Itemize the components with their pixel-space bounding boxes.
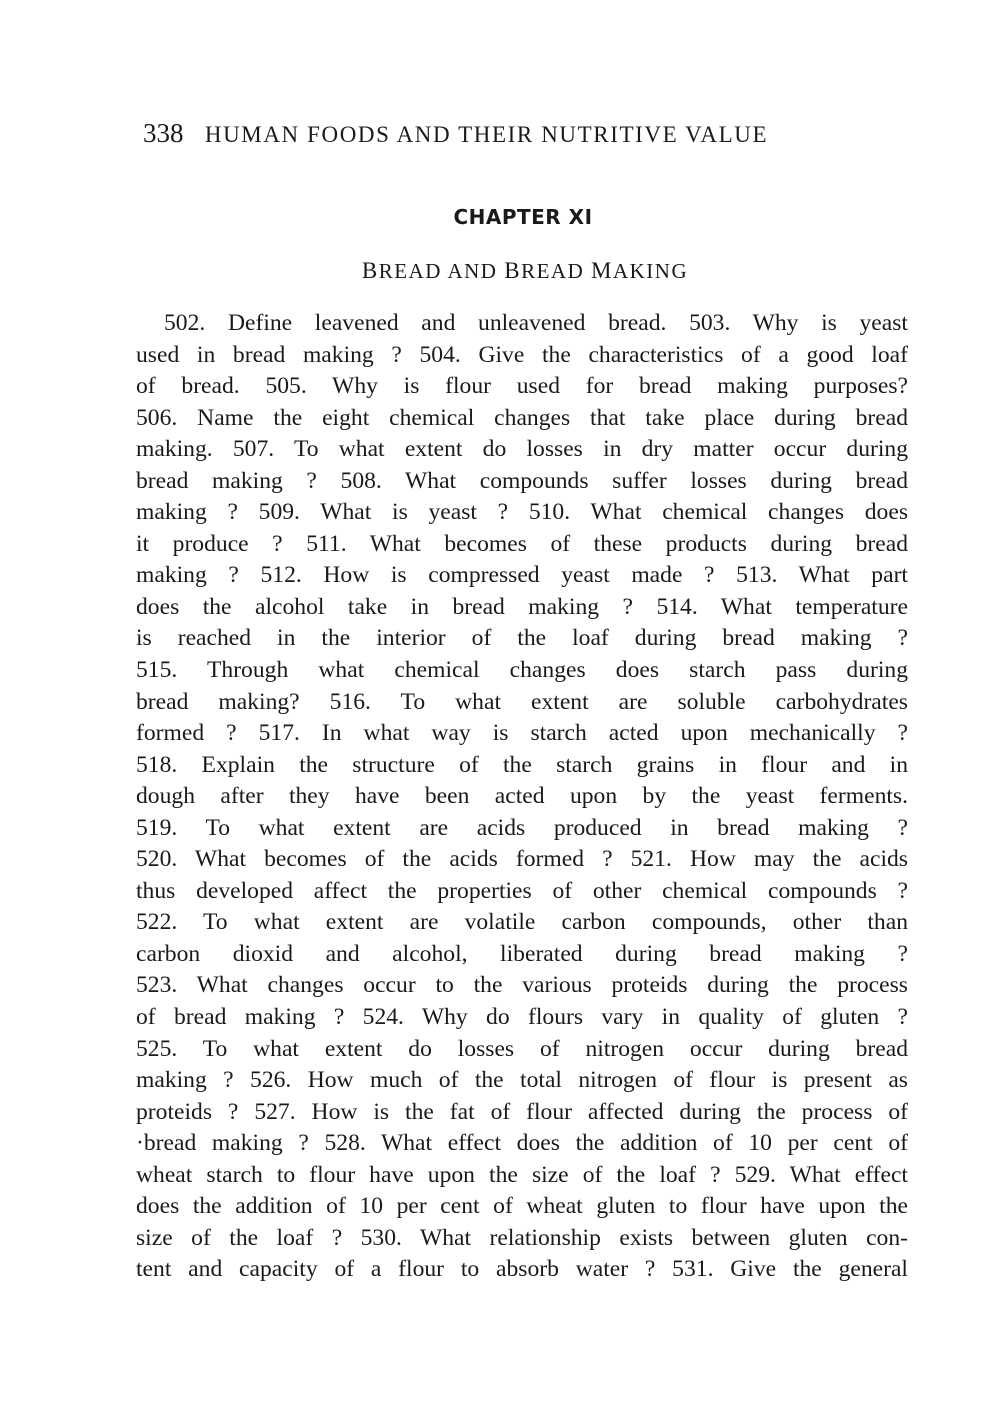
text-line: does the addition of 10 per cent of wheat gluten to flour have upon the: [136, 1193, 908, 1220]
text-line: wheat starch to flour have upon the size of the loaf ? 529. What effect: [136, 1161, 908, 1188]
chapter-title-part: M: [591, 258, 613, 283]
chapter-title-part: B: [361, 258, 379, 283]
text-line: dough after they have been acted upon by the yeast ferments.: [136, 783, 908, 810]
text-line: 522. To what extent are volatile carbon compounds, other than: [136, 909, 908, 936]
chapter-title-part: READ: [521, 259, 591, 283]
text-line: 518. Explain the structure of the starch grains in flour and in: [136, 751, 908, 778]
chapter-title-part: B: [504, 258, 522, 283]
text-line: does the alcohol take in bread making ? 514. What temperature: [136, 593, 908, 620]
text-line: bread making? 516. To what extent are soluble carbohydrates: [136, 688, 908, 715]
running-header: [143, 118, 863, 158]
question-paragraph: [136, 308, 908, 1286]
text-line: ·bread making ? 528. What effect does the addition of 10 per cent of: [136, 1130, 908, 1157]
text-line: making ? 512. How is compressed yeast made ? 513. What part: [136, 562, 908, 589]
text-line: making ? 509. What is yeast ? 510. What chemical changes does: [136, 499, 908, 526]
text-line: making. 507. To what extent do losses in dry matter occur during: [136, 436, 908, 463]
text-line: bread making ? 508. What compounds suffer losses during bread: [136, 467, 908, 494]
chapter-title: [0, 258, 1000, 284]
text-line: 519. To what extent are acids produced in bread making ?: [136, 814, 908, 841]
running-title: HUMAN FOODS AND THEIR NUTRITIVE VALUE: [204, 122, 769, 147]
text-line: tent and capacity of a flour to absorb water ? 531. Give the general: [136, 1256, 908, 1283]
text-line: formed ? 517. In what way is starch acted upon mechanically ?: [136, 720, 908, 747]
chapter-title-part: AKING: [612, 259, 689, 283]
text-line: of bread. 505. Why is flour used for bread making purposes?: [136, 373, 908, 400]
text-line: 502. Define leavened and unleavened bread. 503. Why is yeast: [164, 310, 908, 336]
text-line: carbon dioxid and alcohol, liberated during bread making ?: [136, 940, 908, 967]
text-line: 525. To what extent do losses of nitrogen occur during bread: [136, 1035, 908, 1062]
text-line: is reached in the interior of the loaf during bread making ?: [136, 625, 908, 652]
chapter-heading: CHAPTER XI: [453, 205, 593, 229]
text-line: used in bread making ? 504. Give the characteristics of a good loaf: [136, 341, 908, 368]
text-line: 520. What becomes of the acids formed ? 521. How may the acids: [136, 846, 908, 873]
text-line: size of the loaf ? 530. What relationship exists between gluten con-: [136, 1224, 908, 1251]
text-line: making ? 526. How much of the total nitrogen of flour is present as: [136, 1067, 908, 1094]
text-line: thus developed affect the properties of other chemical compounds ?: [136, 877, 908, 904]
text-line: 515. Through what chemical changes does starch pass during: [136, 657, 908, 684]
text-line: proteids ? 527. How is the fat of flour affected during the process of: [136, 1098, 908, 1125]
text-line: it produce ? 511. What becomes of these products during bread: [136, 530, 908, 557]
text-line: 523. What changes occur to the various proteids during the process: [136, 972, 908, 999]
chapter-title-part: READ AND: [378, 259, 505, 283]
text-line: 506. Name the eight chemical changes that take place during bread: [136, 404, 908, 431]
text-line: of bread making ? 524. Why do flours vary in quality of gluten ?: [136, 1004, 908, 1031]
page-number: 338: [143, 118, 184, 148]
